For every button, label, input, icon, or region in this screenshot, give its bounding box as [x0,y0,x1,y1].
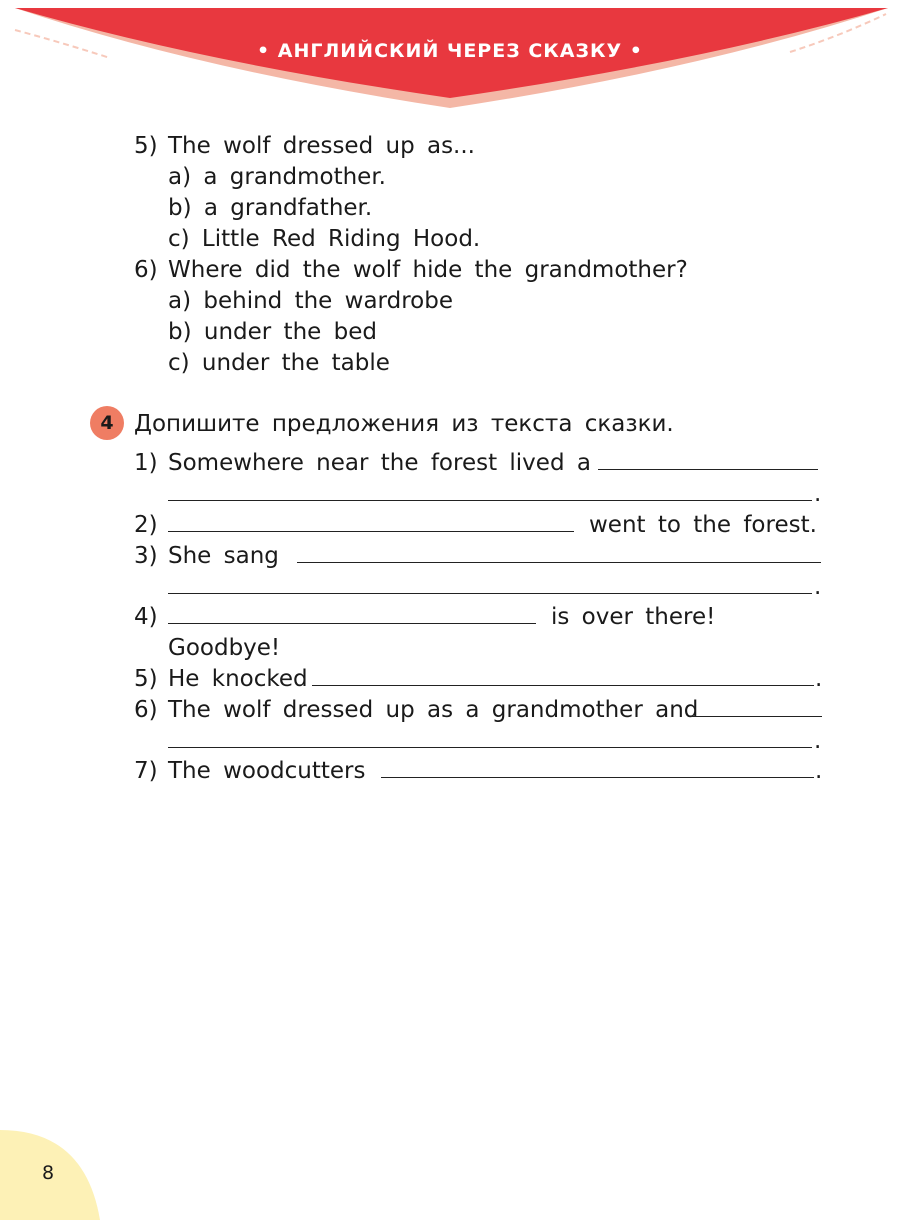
item-number: 6) [134,697,158,723]
option-c: c) under the table [168,350,390,376]
answer-blank[interactable] [297,562,821,563]
period: . [814,481,822,507]
question-number: 6) [134,257,158,283]
question-text: Where did the wolf hide the grandmother? [168,257,688,283]
answer-blank[interactable] [691,716,822,717]
page-number: 8 [42,1162,55,1184]
answer-blank[interactable] [168,747,812,748]
question-number: 5) [134,133,158,159]
item-text: The woodcutters [168,758,366,784]
item-text: went to the forest. [589,512,817,538]
option-c: c) Little Red Riding Hood. [168,226,481,252]
answer-blank[interactable] [168,623,536,624]
item-text: is over there! [551,604,716,630]
item-text: Somewhere near the forest lived a [168,450,591,476]
header-title: • АНГЛИЙСКИЙ ЧЕРЕЗ СКАЗКУ • [257,40,643,62]
period: . [814,574,822,600]
period: . [814,728,822,754]
period: . [815,758,823,784]
answer-blank[interactable] [168,593,812,594]
item-number: 4) [134,604,158,630]
item-number: 2) [134,512,158,538]
item-text: The wolf dressed up as a grandmother and [168,697,699,723]
answer-blank[interactable] [168,500,812,501]
question-text: The wolf dressed up as... [168,133,475,159]
task-number-badge: 4 [90,406,124,440]
answer-blank[interactable] [312,685,814,686]
option-b: b) under the bed [168,319,377,345]
item-text-continuation: Goodbye! [168,635,281,661]
item-number: 3) [134,543,158,569]
answer-blank[interactable] [168,531,574,532]
item-number: 5) [134,666,158,692]
item-number: 7) [134,758,158,784]
item-number: 1) [134,450,158,476]
option-a: a) behind the wardrobe [168,288,453,314]
task-instruction: Допишите предложения из текста сказки. [134,411,674,437]
item-text: She sang [168,543,279,569]
answer-blank[interactable] [598,469,818,470]
answer-blank[interactable] [381,777,814,778]
option-b: b) a grandfather. [168,195,373,221]
period: . [815,666,823,692]
option-a: a) a grandmother. [168,164,386,190]
item-text: He knocked [168,666,308,692]
